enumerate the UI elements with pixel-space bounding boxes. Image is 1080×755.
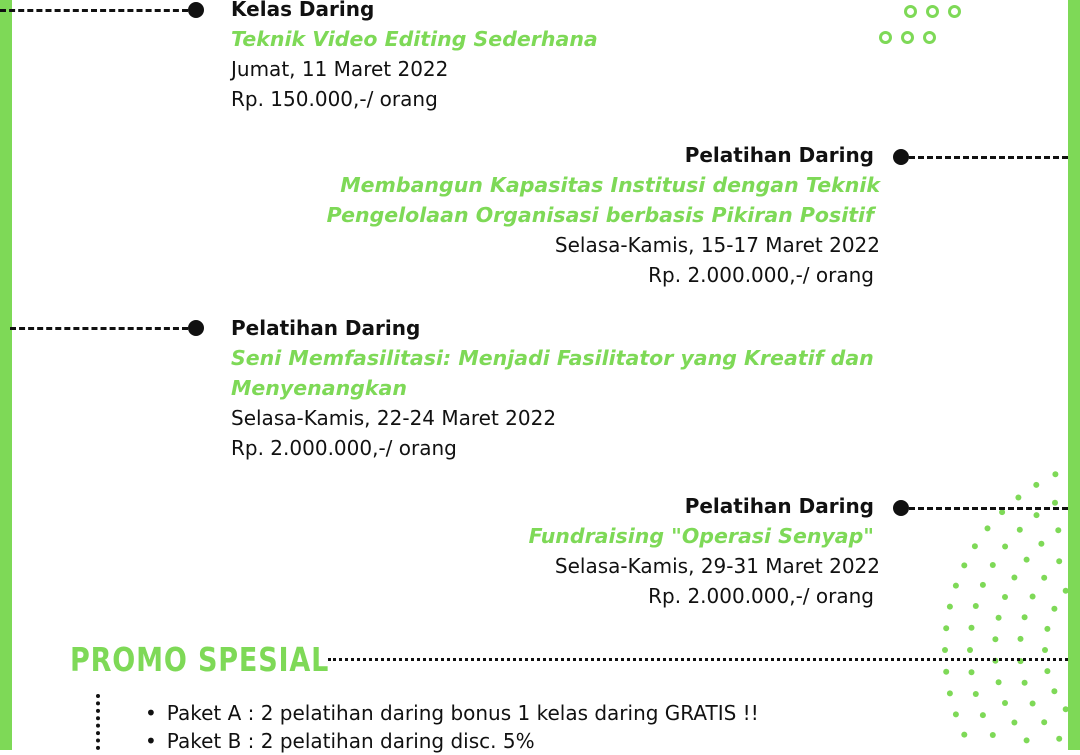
event-price: Rp. 2.000.000,-/ orang (648, 263, 874, 287)
timeline-connector-left (0, 2, 204, 18)
arc-dot (961, 562, 967, 568)
arc-dot (969, 669, 975, 675)
arc-dot (1011, 575, 1017, 581)
arc-dot (980, 582, 986, 588)
promo-dotted-rule (328, 658, 1068, 661)
event-kind: Pelatihan Daring (231, 316, 421, 340)
event-date: Selasa-Kamis, 29-31 Maret 2022 (554, 554, 880, 578)
arc-dot (973, 603, 979, 609)
timeline-connector-left (10, 320, 204, 336)
event-item (327, 140, 880, 290)
arc-dot (1063, 588, 1069, 594)
arc-dot (996, 679, 1002, 685)
promo-list (145, 699, 759, 755)
event-title-line-2: Menyenangkan (231, 376, 407, 400)
event-price: Rp. 2.000.000,-/ orang (231, 436, 457, 460)
arc-dot (990, 732, 996, 738)
arc-dot (1033, 482, 1039, 488)
arc-dot (1024, 557, 1030, 563)
arc-dot (1011, 720, 1017, 726)
event-kind: Pelatihan Daring (684, 494, 874, 518)
arc-dot (1041, 719, 1047, 725)
arc-dot (1030, 701, 1036, 707)
timeline-connector-right (893, 149, 1068, 165)
arc-dot (1030, 594, 1036, 600)
event-date: Jumat, 11 Maret 2022 (231, 57, 449, 81)
promo-heading: PROMO SPESIAL (70, 640, 330, 679)
arc-dot (1002, 544, 1008, 550)
arc-dot (1002, 700, 1008, 706)
arc-dot (1051, 688, 1057, 694)
arc-dot (1022, 614, 1028, 620)
arc-dot (1024, 737, 1030, 743)
promo-dotted-vertical-line (96, 694, 100, 750)
arc-dot (1063, 706, 1069, 712)
arc-dot (1041, 575, 1047, 581)
arc-dot (972, 543, 978, 549)
event-kind: Pelatihan Daring (684, 143, 874, 167)
event-title-line-1: Seni Memfasilitasi: Menjadi Fasilitator yang Kreatif dan (231, 346, 874, 370)
arc-dot (969, 625, 975, 631)
arc-dot (947, 690, 953, 696)
arc-dot (1018, 636, 1024, 642)
event-title: Teknik Video Editing Sederhana (231, 27, 598, 51)
event-title-line-1: Membangun Kapasitas Institusi dengan Teknik (340, 173, 880, 197)
arc-dot (953, 711, 959, 717)
event-kind: Kelas Daring (231, 0, 375, 21)
arc-dot (996, 615, 1002, 621)
arc-dot (1038, 541, 1044, 547)
arc-dot (1044, 668, 1050, 674)
arc-dot (990, 562, 996, 568)
event-item (529, 491, 880, 611)
arc-dot (947, 604, 953, 610)
arc-dot (1022, 680, 1028, 686)
arc-dot (942, 647, 948, 653)
arc-dot (967, 647, 973, 653)
event-price: Rp. 2.000.000,-/ orang (648, 584, 874, 608)
arc-dot (1056, 736, 1062, 742)
event-title-line-2: Pengelolaan Organisasi berbasis Pikiran Positif (326, 203, 874, 227)
arc-dot (992, 636, 998, 642)
arc-dot (1055, 527, 1061, 533)
arc-dot (943, 625, 949, 631)
arc-dot (973, 691, 979, 697)
event-date: Selasa-Kamis, 15-17 Maret 2022 (554, 233, 880, 257)
event-item (231, 313, 874, 463)
event-item (231, 0, 598, 114)
promo-item: • Paket A : 2 pelatihan daring bonus 1 kelas daring GRATIS !! (145, 699, 759, 727)
arc-dot (1044, 626, 1050, 632)
event-price: Rp. 150.000,-/ orang (231, 87, 438, 111)
arc-dot (943, 669, 949, 675)
arc-dot (1042, 647, 1048, 653)
arc-dot (980, 712, 986, 718)
promo-item: • Paket B : 2 pelatihan daring disc. 5% (145, 727, 759, 755)
arc-dot (1052, 471, 1058, 477)
event-title: Fundraising "Operasi Senyap" (528, 524, 874, 548)
event-date: Selasa-Kamis, 22-24 Maret 2022 (231, 406, 557, 430)
arc-dot (961, 732, 967, 738)
arc-dot (1002, 594, 1008, 600)
arc-dot (953, 583, 959, 589)
arc-dot (1056, 558, 1062, 564)
timeline-connector-right (893, 500, 1068, 516)
arc-dot (1017, 527, 1023, 533)
arc-dot (985, 525, 991, 531)
arc-dot (1051, 606, 1057, 612)
